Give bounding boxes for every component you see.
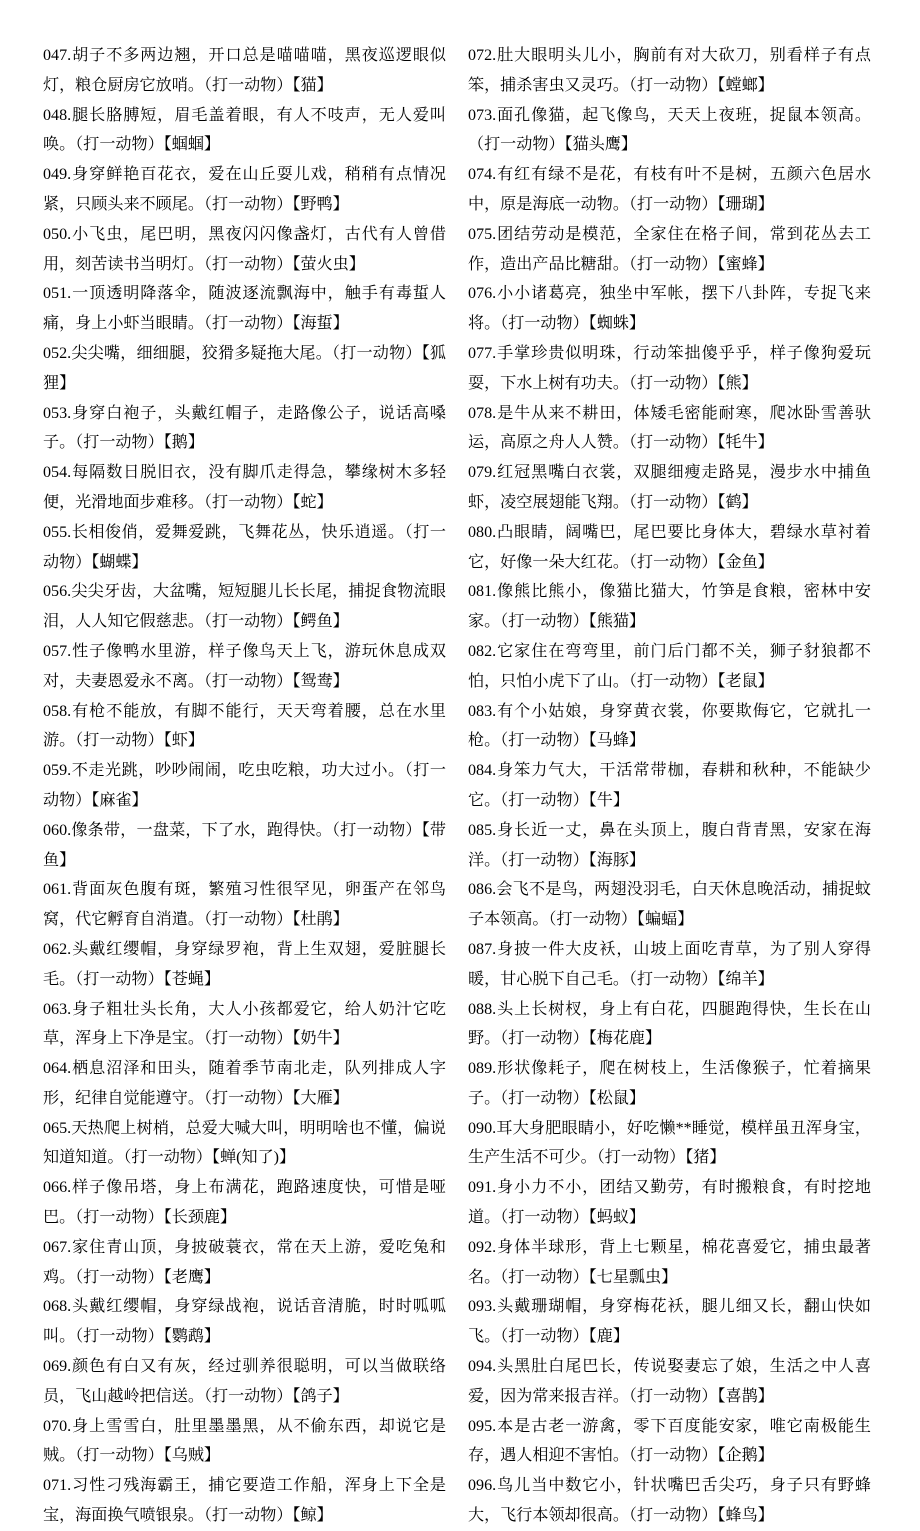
riddle-item	[43, 995, 446, 1055]
riddle-number: 096.	[468, 1477, 497, 1495]
riddle-item	[468, 1412, 871, 1472]
riddle-text: 身笨力气大，干活常带枷，春耕和秋种，不能缺少它。（打一动物）	[468, 762, 871, 809]
riddle-item	[43, 1471, 446, 1531]
riddle-text: 头戴红缨帽，身穿绿罗袍，背上生双翅，爱脏腿长毛。（打一动物）	[43, 940, 446, 988]
riddle-text: 它家住在弯弯里，前门后门都不关，狮子豺狼都不怕，只怕小虎下了山。（打一动物）	[468, 642, 871, 690]
riddle-answer: 【猫头鹰】	[564, 136, 637, 154]
riddle-number: 072.	[468, 47, 497, 64]
riddle-number: 088.	[468, 1000, 497, 1018]
riddle-item	[468, 399, 871, 459]
riddle-text: 有个小姑娘，身穿黄衣裳，你要欺侮它，它就扎一枪。（打一动物）	[468, 702, 871, 750]
riddle-number: 093.	[468, 1298, 497, 1316]
riddle-number: 059.	[43, 762, 72, 780]
riddle-answer: 【鲸】	[292, 1507, 333, 1525]
riddle-answer: 【蜂鸟】	[717, 1507, 774, 1525]
riddle-answer: 【蜜蜂】	[717, 255, 774, 273]
riddle-text: 本是古老一游禽，零下百度能安家，唯它南极能生存，遇人相迎不害怕。（打一动物）	[468, 1417, 871, 1465]
riddle-item	[43, 1352, 446, 1412]
riddle-number: 081.	[468, 583, 497, 601]
riddle-text: 身小力不小，团结又勤劳，有时搬粮食，有时挖地道。（打一动物）	[468, 1179, 871, 1227]
riddle-item	[468, 518, 871, 578]
riddle-text: 尖尖牙齿，大盆嘴，短短腿儿长长尾，捕捉食物流眼泪，人人知它假慈悲。（打一动物）	[43, 583, 446, 631]
riddle-number: 092.	[468, 1238, 497, 1256]
riddle-number: 089.	[468, 1060, 497, 1078]
riddle-text: 身上雪雪白，肚里墨墨黑，从不偷东西，却说它是贼。（打一动物）	[43, 1417, 446, 1465]
riddle-item	[43, 1412, 446, 1472]
riddle-number: 090.	[468, 1119, 497, 1137]
riddle-item	[43, 101, 446, 161]
riddle-text: 胡子不多两边翘，开口总是喵喵喵，黑夜巡逻眼似灯，粮仓厨房它放哨。（打一动物）	[43, 47, 446, 94]
riddle-answer: 【绵羊】	[717, 970, 774, 988]
riddle-answer: 【鸽子】	[292, 1387, 349, 1405]
riddle-text: 耳大身肥眼睛小，好吃懒**睡觉，模样虽丑浑身宝，生产生活不可少。（打一动物）	[468, 1119, 871, 1167]
riddle-item	[468, 41, 871, 101]
riddle-answer: 【狐狸】	[43, 344, 447, 392]
riddle-text: 家住青山顶，身披破蓑衣，常在天上游，爱吃兔和鸡。（打一动物）	[43, 1238, 446, 1286]
riddle-item	[468, 1173, 871, 1233]
riddle-text: 小飞虫，尾巴明，黑夜闪闪像盏灯，古代有人曾借用，刻苦读书当明灯。（打一动物）	[43, 225, 446, 273]
riddle-answer: 【珊瑚】	[717, 195, 774, 213]
riddle-item	[468, 101, 871, 161]
riddle-number: 063.	[43, 1000, 72, 1018]
riddle-number: 074.	[468, 166, 497, 184]
riddle-item	[43, 160, 446, 220]
riddle-item	[43, 1173, 446, 1233]
riddle-text: 背面灰色腹有斑，繁殖习性很罕见，卵蛋产在邻鸟窝，代它孵育自消遣。（打一动物）	[43, 881, 446, 929]
riddle-text: 不走光跳，吵吵闹闹，吃虫吃粮，功大过小。（打一动物）	[43, 762, 446, 809]
riddle-text: 头戴珊瑚帽，身穿梅花袄，腿儿细又长，翻山快如飞。（打一动物）	[468, 1298, 871, 1346]
riddle-text: 每隔数日脱旧衣，没有脚爪走得急，攀缘树木多轻便，光滑地面步难移。（打一动物）	[43, 464, 446, 511]
riddle-item	[43, 816, 446, 876]
riddle-text: 身穿鲜艳百花衣，爱在山丘耍儿戏，稍稍有点情况紧，只顾头来不顾尾。（打一动物）	[43, 166, 446, 213]
riddle-number: 087.	[468, 940, 497, 958]
riddle-number: 079.	[468, 464, 497, 482]
riddle-item	[468, 756, 871, 816]
riddle-text: 身长近一丈，鼻在头顶上，腹白背青黑，安家在海洋。（打一动物）	[468, 821, 871, 869]
riddle-answer: 【金鱼】	[717, 553, 774, 571]
riddle-answer: 【蜘蛛】	[588, 315, 646, 333]
riddle-number: 052.	[43, 344, 72, 362]
riddle-number: 054.	[43, 464, 72, 482]
riddle-answer: 【牛】	[588, 791, 629, 809]
riddle-answer: 【海蜇】	[292, 315, 349, 333]
riddle-number: 055.	[43, 523, 72, 541]
riddle-number: 060.	[43, 821, 72, 839]
riddle-text: 尖尖嘴，细细腿，狡猾多疑拖大尾。（打一动物）	[71, 344, 422, 362]
riddle-number: 095.	[468, 1417, 497, 1435]
riddle-number: 071.	[43, 1477, 72, 1495]
riddle-item	[43, 220, 446, 280]
riddle-answer: 【熊猫】	[588, 613, 646, 631]
riddle-answer: 【马蜂】	[588, 732, 646, 750]
riddle-item	[43, 399, 446, 459]
riddle-item	[468, 220, 871, 280]
riddle-item	[468, 1292, 871, 1352]
riddle-answer: 【虾】	[163, 732, 204, 750]
riddle-answer: 【七星瓢虫】	[588, 1268, 678, 1286]
riddle-number: 075.	[468, 225, 497, 243]
riddle-answer: 【牦牛】	[717, 434, 774, 452]
riddle-text: 像熊比熊小，像猫比猫大，竹笋是食粮，密林中安家。（打一动物）	[468, 583, 871, 631]
riddle-item	[468, 279, 871, 339]
riddle-item	[468, 458, 871, 518]
riddle-answer: 【鹅】	[163, 434, 204, 452]
riddle-answer: 【鹿】	[588, 1328, 629, 1346]
riddle-text: 身体半球形，背上七颗星，棉花喜爱它，捕虫最著名。（打一动物）	[468, 1238, 871, 1286]
riddle-answer: 【带鱼】	[43, 821, 447, 869]
riddle-text: 是牛从来不耕田，体矮毛密能耐寒，爬冰卧雪善驮运，高原之舟人人赞。（打一动物）	[468, 404, 871, 452]
riddle-item	[468, 1352, 871, 1412]
riddle-item	[43, 41, 446, 101]
riddle-answer: 【梅花鹿】	[588, 1030, 662, 1048]
riddle-item	[43, 279, 446, 339]
riddle-text: 性子像鸭水里游，样子像鸟天上飞，游玩休息成双对，夫妻恩爱永不离。（打一动物）	[43, 642, 446, 690]
riddle-item	[43, 875, 446, 935]
riddle-text: 身子粗壮头长角，大人小孩都爱它，给人奶汁它吃草，浑身上下净是宝。（打一动物）	[43, 1000, 446, 1048]
riddle-answer: 【鹤】	[717, 493, 758, 511]
riddle-answer: 【蛇】	[292, 493, 333, 511]
riddle-text: 有红有绿不是花，有枝有叶不是树，五颜六色居水中，原是海底一动物。（打一动物）	[468, 166, 871, 213]
riddle-number: 062.	[43, 940, 72, 958]
riddle-answer: 【蝴蝶】	[91, 553, 148, 571]
riddle-number: 064.	[43, 1060, 72, 1078]
riddle-item	[468, 1233, 871, 1293]
riddle-text: 样子像吊塔，身上布满花，跑路速度快，可惜是哑巴。（打一动物）	[43, 1179, 446, 1227]
riddle-text: 面孔像猫，起飞像鸟，天天上夜班，捉鼠本领高。（打一动物）	[468, 106, 871, 154]
riddle-item	[43, 697, 446, 757]
riddle-number: 083.	[468, 702, 497, 720]
riddle-number: 056.	[43, 583, 72, 601]
riddle-text: 栖息沼泽和田头，随着季节南北走，队列排成人字形，纪律自觉能遵守。（打一动物）	[43, 1060, 446, 1107]
riddle-item	[468, 1471, 871, 1531]
riddle-text: 天热爬上树梢，总爱大喊大叫，明明啥也不懂，偏说知道知道。（打一动物）	[43, 1119, 446, 1167]
riddle-answer: 【螳螂】	[717, 76, 774, 94]
riddle-item	[468, 935, 871, 995]
riddle-answer: 【蝉(知了)】	[211, 1149, 296, 1167]
riddle-item	[43, 1233, 446, 1293]
riddle-text: 凸眼睛，阔嘴巴，尾巴要比身体大，碧绿水草衬着它，好像一朵大红花。（打一动物）	[468, 523, 871, 571]
riddle-text: 腿长胳膊短，眉毛盖着眼，有人不吱声，无人爱叫唤。（打一动物）	[43, 106, 446, 154]
riddle-text: 团结劳动是模范，全家住在格子间，常到花丛去工作，造出产品比糖甜。（打一动物）	[468, 225, 871, 273]
riddle-number: 065.	[43, 1119, 72, 1137]
riddle-number: 070.	[43, 1417, 72, 1435]
riddle-number: 066.	[43, 1179, 72, 1197]
riddle-text: 肚大眼明头儿小，胸前有对大砍刀，别看样子有点笨，捕杀害虫又灵巧。（打一动物）	[468, 47, 871, 94]
riddle-answer: 【乌贼】	[163, 1447, 221, 1465]
riddle-text: 像条带，一盘菜，下了水，跑得快。（打一动物）	[71, 821, 422, 839]
riddle-number: 073.	[468, 106, 497, 124]
riddle-number: 049.	[43, 166, 72, 184]
two-column-layout	[43, 41, 884, 1531]
riddle-text: 习性刁残海霸王，捕它要造工作船，浑身上下全是宝，海面换气喷银泉。（打一动物）	[43, 1477, 446, 1525]
riddle-text: 头黑肚白尾巴长，传说娶妻忘了娘，生活之中人喜爱，因为常来报吉祥。（打一动物）	[468, 1358, 871, 1405]
riddle-number: 050.	[43, 225, 72, 243]
riddle-item	[43, 756, 446, 816]
riddle-number: 068.	[43, 1298, 72, 1316]
riddle-number: 051.	[43, 285, 72, 303]
riddle-item	[468, 995, 871, 1055]
riddle-answer: 【苍蝇】	[163, 970, 221, 988]
riddle-item	[43, 577, 446, 637]
riddle-item	[468, 697, 871, 757]
riddle-number: 086.	[468, 881, 497, 899]
riddle-text: 一顶透明降落伞，随波逐流飘海中，触手有毒蜇人痛，身上小虾当眼睛。（打一动物）	[43, 285, 446, 333]
riddle-text: 手掌珍贵似明珠，行动笨拙傻乎乎，样子像狗爱玩耍，下水上树有功夫。（打一动物）	[468, 344, 871, 392]
riddle-answer: 【熊】	[717, 374, 758, 392]
riddle-item	[43, 458, 446, 518]
riddle-answer: 【喜鹊】	[717, 1387, 774, 1405]
riddle-item	[468, 875, 871, 935]
riddle-item	[468, 637, 871, 697]
riddle-answer: 【蝙蝠】	[636, 911, 694, 929]
riddle-answer: 【猫】	[292, 76, 333, 94]
riddle-item	[468, 160, 871, 220]
riddle-number: 057.	[43, 642, 72, 660]
riddle-item	[43, 518, 446, 578]
riddle-answer: 【企鹅】	[717, 1447, 774, 1465]
riddle-text: 形状像耗子，爬在树枝上，生活像猴子，忙着摘果子。（打一动物）	[468, 1060, 871, 1107]
riddle-item	[43, 1054, 446, 1114]
riddle-item	[468, 1114, 871, 1174]
riddle-number: 058.	[43, 702, 72, 720]
riddle-item	[43, 1114, 446, 1174]
riddle-item	[468, 339, 871, 399]
riddle-answer: 【长颈鹿】	[163, 1209, 237, 1227]
riddle-answer: 【杜鹃】	[292, 911, 349, 929]
riddle-answer: 【萤火虫】	[292, 255, 365, 273]
riddle-answer: 【松鼠】	[588, 1089, 646, 1107]
riddle-number: 076.	[468, 285, 497, 303]
riddle-number: 082.	[468, 642, 497, 660]
riddle-number: 069.	[43, 1358, 72, 1376]
riddle-item	[43, 339, 446, 399]
riddle-item	[43, 637, 446, 697]
riddle-item	[468, 1054, 871, 1114]
riddle-text: 会飞不是鸟，两翅没羽毛，白天休息晚活动，捕捉蚊子本领高。（打一动物）	[468, 881, 871, 929]
riddle-text: 红冠黑嘴白衣裳，双腿细瘦走路晃，漫步水中捕鱼虾，凌空展翅能飞翔。（打一动物）	[468, 464, 871, 511]
riddle-text: 鸟儿当中数它小，针状嘴巴舌尖巧，身子只有野蜂大，飞行本领却很高。（打一动物）	[468, 1477, 871, 1525]
riddle-text: 长相俊俏，爱舞爱跳，飞舞花丛，快乐逍遥。（打一动物）	[43, 523, 446, 571]
right-column	[468, 41, 871, 1531]
riddle-number: 048.	[43, 106, 72, 124]
riddle-number: 091.	[468, 1179, 497, 1197]
riddle-answer: 【奶牛】	[292, 1030, 349, 1048]
riddle-text: 头上长树杈，身上有白花，四腿跑得快，生长在山野。（打一动物）	[468, 1000, 871, 1048]
riddle-number: 085.	[468, 821, 497, 839]
riddle-answer: 【鳄鱼】	[292, 613, 349, 631]
riddle-item	[468, 816, 871, 876]
riddle-item	[43, 935, 446, 995]
riddle-text: 头戴红缨帽，身穿绿战袍，说话音清脆，时时呱呱叫。（打一动物）	[43, 1298, 446, 1346]
riddle-answer: 【大雁】	[292, 1089, 349, 1107]
riddle-number: 080.	[468, 523, 497, 541]
riddle-answer: 【蝈蝈】	[163, 136, 221, 154]
riddle-text: 小小诸葛亮，独坐中军帐，摆下八卦阵，专捉飞来将。（打一动物）	[468, 285, 871, 333]
riddle-number: 077.	[468, 344, 497, 362]
riddle-item	[468, 577, 871, 637]
riddle-answer: 【鹦鹉】	[163, 1328, 221, 1346]
riddle-answer: 【蚂蚁】	[588, 1209, 646, 1227]
riddle-answer: 【老鹰】	[163, 1268, 221, 1286]
riddle-answer: 【海豚】	[588, 851, 646, 869]
riddle-number: 094.	[468, 1358, 497, 1376]
riddle-answer: 【麻雀】	[91, 791, 148, 809]
riddle-number: 053.	[43, 404, 72, 422]
riddle-text: 有枪不能放，有脚不能行，天天弯着腰，总在水里游。（打一动物）	[43, 702, 446, 750]
riddle-answer: 【野鸭】	[292, 195, 349, 213]
riddle-answer: 【老鼠】	[717, 672, 774, 690]
riddle-text: 身披一件大皮袄，山坡上面吃青草，为了别人穿得暖，甘心脱下自己毛。（打一动物）	[468, 940, 871, 988]
riddle-item	[43, 1292, 446, 1352]
riddle-number: 078.	[468, 404, 497, 422]
riddle-number: 061.	[43, 881, 72, 899]
riddle-number: 084.	[468, 762, 497, 780]
riddle-answer: 【猪】	[685, 1149, 726, 1167]
left-column	[43, 41, 446, 1531]
riddle-text: 身穿白袍子，头戴红帽子，走路像公子，说话高嗓子。（打一动物）	[43, 404, 446, 452]
riddle-text: 颜色有白又有灰，经过驯养很聪明，可以当做联络员，飞山越岭把信送。（打一动物）	[43, 1358, 446, 1405]
riddle-answer: 【鸳鸯】	[292, 672, 349, 690]
riddle-number: 047.	[43, 47, 72, 64]
riddle-number: 067.	[43, 1238, 72, 1256]
